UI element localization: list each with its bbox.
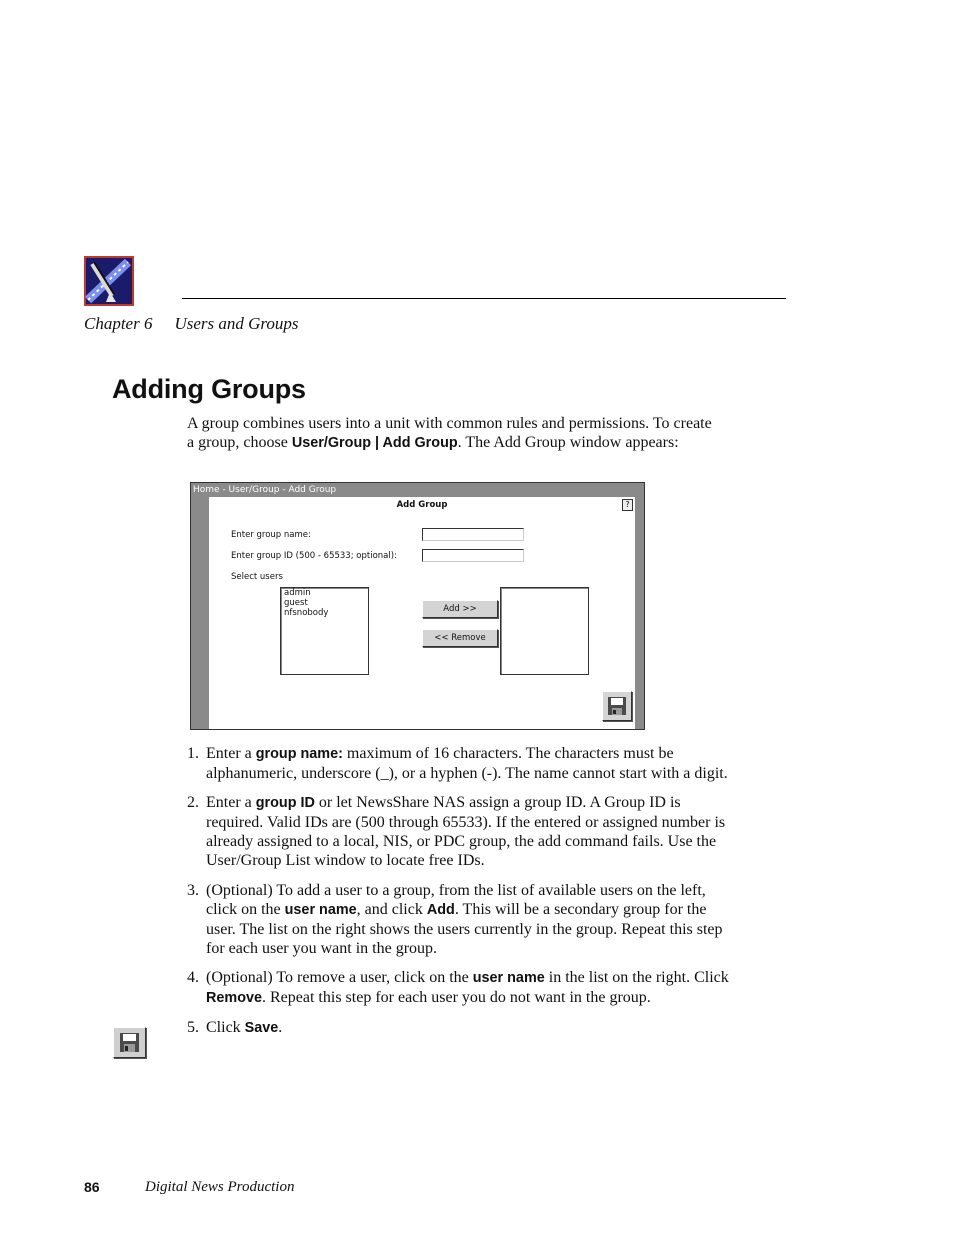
group-id-input[interactable]: [422, 549, 524, 562]
save-icon: [113, 1027, 146, 1058]
list-item: 3. (Optional) To add a user to a group, from the list of available users on the left, click on the user name, and click Add. This will be a secondary group for the user. The list on the right shows the users currently in the group. Repeat this step for each user you want in the group.: [187, 882, 723, 957]
breadcrumb[interactable]: Home - User/Group - Add Group: [191, 483, 644, 497]
save-button[interactable]: [602, 691, 632, 721]
scrollbar[interactable]: [635, 497, 644, 729]
footer-title: Digital News Production: [145, 1179, 295, 1195]
page-number: 86: [84, 1179, 100, 1195]
remove-button[interactable]: << Remove: [422, 629, 498, 647]
list-item[interactable]: guest: [284, 598, 308, 608]
help-icon[interactable]: ?: [622, 499, 633, 511]
window-title: Add Group: [396, 500, 448, 510]
add-group-window-screenshot: [190, 482, 645, 730]
intro-paragraph: A group combines users into a unit with common rules and permissions. To create a group, choose User/Group | Add Group. The Add Group window appears:: [187, 415, 712, 452]
floppy-disk-icon: [114, 1028, 145, 1057]
page-title: Adding Groups: [112, 374, 306, 404]
group-name-label: Enter group name:: [231, 530, 311, 540]
steps-list: [187, 744, 732, 1038]
header-rule: [182, 298, 786, 299]
add-button[interactable]: Add >>: [422, 600, 498, 618]
left-frame: [191, 497, 209, 729]
list-item[interactable]: nfsnobody: [284, 608, 329, 618]
select-users-label: Select users: [231, 572, 283, 582]
floppy-disk-icon: [603, 692, 631, 720]
list-item: 4. (Optional) To remove a user, click on the user name in the list on the right. Click Remove. Repeat this step for each user you do not want in the group.: [187, 969, 729, 1006]
chapter-title: Users and Groups: [174, 314, 299, 333]
list-item[interactable]: admin: [284, 588, 311, 598]
menu-path: User/Group | Add Group: [291, 435, 458, 452]
group-name-input[interactable]: [422, 528, 524, 541]
chapter-header: [84, 314, 299, 334]
list-item: 5. Click Save.: [187, 1019, 283, 1036]
chapter-number: Chapter 6: [84, 314, 153, 333]
window-content: [209, 497, 635, 729]
group-id-label: Enter group ID (500 - 65533; optional):: [231, 551, 397, 561]
list-item: 2. Enter a group ID or let NewsShare NAS assign a group ID. A Group ID is required. Valid IDs are (500 through 65533). If the entered or assigned number is already assigned to a local, NIS, or PDC group, the add command fails. Use the User/Group List window to locate free IDs.: [187, 794, 726, 869]
available-users-list[interactable]: [280, 587, 369, 675]
product-logo-icon: [84, 256, 134, 306]
list-item: 1. Enter a group name: maximum of 16 characters. The characters must be alphanumeric, underscore (_), or a hyphen (-). The name cannot start with a digit.: [187, 745, 728, 782]
group-members-list[interactable]: [500, 587, 589, 675]
